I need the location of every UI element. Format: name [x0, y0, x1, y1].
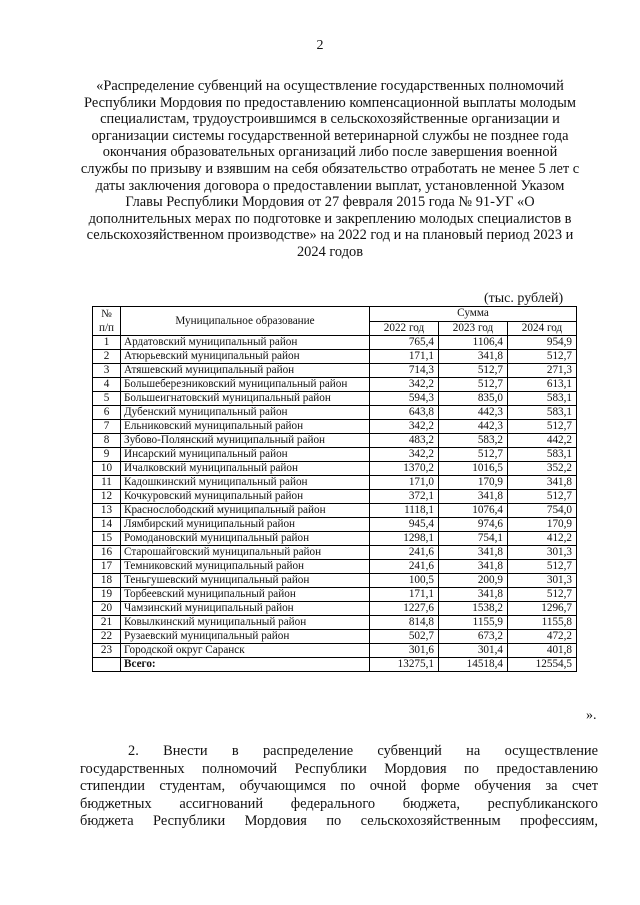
- row-municipality: Торбеевский муниципальный район: [121, 588, 370, 602]
- row-number: 18: [93, 574, 121, 588]
- row-value-2023: 512,7: [439, 378, 508, 392]
- total-row: [93, 658, 577, 672]
- table-row: [93, 630, 577, 644]
- page-number: 2: [316, 38, 324, 53]
- total-blank: [93, 658, 121, 672]
- table-row: [93, 504, 577, 518]
- paragraph-line: государственных полномочий Республики Мордовия по предоставлению: [80, 760, 598, 777]
- row-number: 11: [93, 476, 121, 490]
- row-municipality: Большеигнатовский муниципальный район: [121, 392, 370, 406]
- row-value-2023: 341,8: [439, 588, 508, 602]
- table-title: «Распределение субвенций на осуществление государственных полномочий Республики Мордовия по предоставлению компенсационной выплаты молодым специалистам, трудоустроившимся в сельскохозяйственные организации и организации системы государственной ветеринарной службы не позднее года окончания образовательных организаций либо после завершения военной службы по призыву и взявшим на себя обязательство отработать не менее 5 лет с даты заключения договора о предоставлении выплат, установленной Указом Главы Республики Мордовия от 27 февраля 2015 года № 91-УГ «О дополнительных мерах по подготовке и закреплению молодых специалистов в сельскохозяйственном производстве» на 2022 год и на плановый период 2023 и 2024 годов: [80, 78, 580, 260]
- table-row: [93, 364, 577, 378]
- row-municipality: Инсарский муниципальный район: [121, 448, 370, 462]
- row-number: 3: [93, 364, 121, 378]
- table-row: [93, 532, 577, 546]
- row-value-2024: 401,8: [508, 644, 577, 658]
- row-number: 7: [93, 420, 121, 434]
- paragraph-line: бюджета Республики Мордовия по сельскохозяйственным профессиям,: [80, 813, 598, 829]
- row-municipality: Кадошкинский муниципальный район: [121, 476, 370, 490]
- row-value-2024: 472,2: [508, 630, 577, 644]
- row-value-2023: 341,8: [439, 546, 508, 560]
- row-municipality: Городской округ Саранск: [121, 644, 370, 658]
- header-year-2024: 2024 год: [508, 321, 577, 336]
- row-value-2022: 1298,1: [370, 532, 439, 546]
- header-number: № п/п: [93, 307, 121, 336]
- row-value-2024: 1155,8: [508, 616, 577, 630]
- row-value-2024: 954,9: [508, 336, 577, 350]
- row-value-2022: 342,2: [370, 420, 439, 434]
- table-row: [93, 644, 577, 658]
- row-value-2022: 1370,2: [370, 462, 439, 476]
- row-value-2022: 171,1: [370, 588, 439, 602]
- table-row: [93, 476, 577, 490]
- total-label: Всего:: [121, 658, 370, 672]
- row-value-2022: 1118,1: [370, 504, 439, 518]
- row-value-2022: 643,8: [370, 406, 439, 420]
- row-value-2023: 1155,9: [439, 616, 508, 630]
- row-municipality: Кочкуровский муниципальный район: [121, 490, 370, 504]
- total-value-2024: 12554,5: [508, 658, 577, 672]
- row-value-2024: 613,1: [508, 378, 577, 392]
- row-value-2022: 765,4: [370, 336, 439, 350]
- paragraph-line: бюджетных ассигнований федерального бюджета, республиканского: [80, 795, 598, 812]
- row-value-2023: 673,2: [439, 630, 508, 644]
- row-number: 1: [93, 336, 121, 350]
- row-municipality: Чамзинский муниципальный район: [121, 602, 370, 616]
- header-year-2022: 2022 год: [370, 321, 439, 336]
- row-number: 16: [93, 546, 121, 560]
- row-number: 10: [93, 462, 121, 476]
- table-row: [93, 574, 577, 588]
- row-value-2024: 301,3: [508, 574, 577, 588]
- row-value-2024: 512,7: [508, 420, 577, 434]
- row-number: 2: [93, 350, 121, 364]
- row-municipality: Ковылкинский муниципальный район: [121, 616, 370, 630]
- row-municipality: Атяшевский муниципальный район: [121, 364, 370, 378]
- table-row: [93, 448, 577, 462]
- row-number: 19: [93, 588, 121, 602]
- header-year-2023: 2023 год: [439, 321, 508, 336]
- row-value-2022: 171,0: [370, 476, 439, 490]
- row-value-2022: 502,7: [370, 630, 439, 644]
- row-value-2022: 945,4: [370, 518, 439, 532]
- table-row: [93, 378, 577, 392]
- row-value-2023: 341,8: [439, 560, 508, 574]
- table-row: [93, 392, 577, 406]
- row-value-2022: 1227,6: [370, 602, 439, 616]
- row-municipality: Рузаевский муниципальный район: [121, 630, 370, 644]
- row-value-2023: 835,0: [439, 392, 508, 406]
- table-row: [93, 602, 577, 616]
- row-value-2023: 512,7: [439, 448, 508, 462]
- row-value-2022: 342,2: [370, 378, 439, 392]
- row-number: 20: [93, 602, 121, 616]
- row-value-2024: 352,2: [508, 462, 577, 476]
- header-municipality: Муниципальное образование: [121, 307, 370, 336]
- row-value-2022: 372,1: [370, 490, 439, 504]
- row-value-2024: 512,7: [508, 560, 577, 574]
- row-municipality: Лямбирский муниципальный район: [121, 518, 370, 532]
- row-number: 14: [93, 518, 121, 532]
- row-value-2022: 171,1: [370, 350, 439, 364]
- row-number: 5: [93, 392, 121, 406]
- row-value-2023: 442,3: [439, 406, 508, 420]
- row-value-2024: 583,1: [508, 392, 577, 406]
- row-value-2023: 301,4: [439, 644, 508, 658]
- row-number: 13: [93, 504, 121, 518]
- table-row: [93, 406, 577, 420]
- row-value-2023: 200,9: [439, 574, 508, 588]
- row-value-2024: 341,8: [508, 476, 577, 490]
- row-municipality: Краснослободский муниципальный район: [121, 504, 370, 518]
- row-value-2022: 814,8: [370, 616, 439, 630]
- row-value-2022: 594,3: [370, 392, 439, 406]
- row-value-2024: 1296,7: [508, 602, 577, 616]
- row-municipality: Теньгушевский муниципальный район: [121, 574, 370, 588]
- row-value-2024: 583,1: [508, 406, 577, 420]
- row-value-2023: 1016,5: [439, 462, 508, 476]
- row-value-2022: 100,5: [370, 574, 439, 588]
- row-number: 15: [93, 532, 121, 546]
- row-value-2024: 754,0: [508, 504, 577, 518]
- table-body: [93, 336, 577, 672]
- row-municipality: Темниковский муниципальный район: [121, 560, 370, 574]
- row-value-2023: 1076,4: [439, 504, 508, 518]
- row-number: 12: [93, 490, 121, 504]
- table-row: [93, 560, 577, 574]
- table-row: [93, 336, 577, 350]
- paragraph-line: 2. Внести в распределение субвенций на осуществление: [128, 743, 598, 759]
- header-sum: Сумма: [370, 307, 577, 322]
- row-value-2024: 301,3: [508, 546, 577, 560]
- row-value-2023: 341,8: [439, 490, 508, 504]
- table-row: [93, 546, 577, 560]
- table-row: [93, 420, 577, 434]
- paragraph-line: стипендии студентам, обучающимся по очной форме обучения за счет: [80, 778, 598, 794]
- table-row: [93, 350, 577, 364]
- row-value-2023: 754,1: [439, 532, 508, 546]
- row-municipality: Зубово-Полянский муниципальный район: [121, 434, 370, 448]
- row-municipality: Большеберезниковский муниципальный район: [121, 378, 370, 392]
- row-value-2024: 442,2: [508, 434, 577, 448]
- paragraph-2: [80, 743, 598, 831]
- row-value-2023: 583,2: [439, 434, 508, 448]
- row-value-2023: 170,9: [439, 476, 508, 490]
- row-municipality: Старошайговский муниципальный район: [121, 546, 370, 560]
- row-value-2023: 1106,4: [439, 336, 508, 350]
- row-number: 9: [93, 448, 121, 462]
- row-value-2023: 512,7: [439, 364, 508, 378]
- row-number: 17: [93, 560, 121, 574]
- row-municipality: Ардатовский муниципальный район: [121, 336, 370, 350]
- row-value-2024: 271,3: [508, 364, 577, 378]
- row-value-2023: 442,3: [439, 420, 508, 434]
- row-value-2023: 1538,2: [439, 602, 508, 616]
- row-value-2024: 512,7: [508, 588, 577, 602]
- row-municipality: Ромодановский муниципальный район: [121, 532, 370, 546]
- row-value-2022: 241,6: [370, 546, 439, 560]
- table-row: [93, 518, 577, 532]
- row-value-2024: 412,2: [508, 532, 577, 546]
- row-value-2022: 714,3: [370, 364, 439, 378]
- row-municipality: Дубенский муниципальный район: [121, 406, 370, 420]
- table-row: [93, 490, 577, 504]
- row-value-2023: 974,6: [439, 518, 508, 532]
- total-value-2023: 14518,4: [439, 658, 508, 672]
- total-value-2022: 13275,1: [370, 658, 439, 672]
- subvention-table: [92, 306, 577, 672]
- table-row: [93, 616, 577, 630]
- row-number: 23: [93, 644, 121, 658]
- row-value-2022: 342,2: [370, 448, 439, 462]
- row-municipality: Атюрьевский муниципальный район: [121, 350, 370, 364]
- row-number: 4: [93, 378, 121, 392]
- row-number: 6: [93, 406, 121, 420]
- row-municipality: Ичалковский муниципальный район: [121, 462, 370, 476]
- row-number: 22: [93, 630, 121, 644]
- row-value-2024: 583,1: [508, 448, 577, 462]
- units-label: (тыс. рублей): [484, 291, 564, 306]
- table-row: [93, 462, 577, 476]
- row-municipality: Ельниковский муниципальный район: [121, 420, 370, 434]
- row-number: 21: [93, 616, 121, 630]
- closing-quote: ».: [586, 708, 597, 723]
- row-value-2024: 170,9: [508, 518, 577, 532]
- row-value-2024: 512,7: [508, 490, 577, 504]
- table-row: [93, 588, 577, 602]
- row-value-2024: 512,7: [508, 350, 577, 364]
- row-number: 8: [93, 434, 121, 448]
- row-value-2022: 483,2: [370, 434, 439, 448]
- row-value-2022: 241,6: [370, 560, 439, 574]
- row-value-2023: 341,8: [439, 350, 508, 364]
- row-value-2022: 301,6: [370, 644, 439, 658]
- table-row: [93, 434, 577, 448]
